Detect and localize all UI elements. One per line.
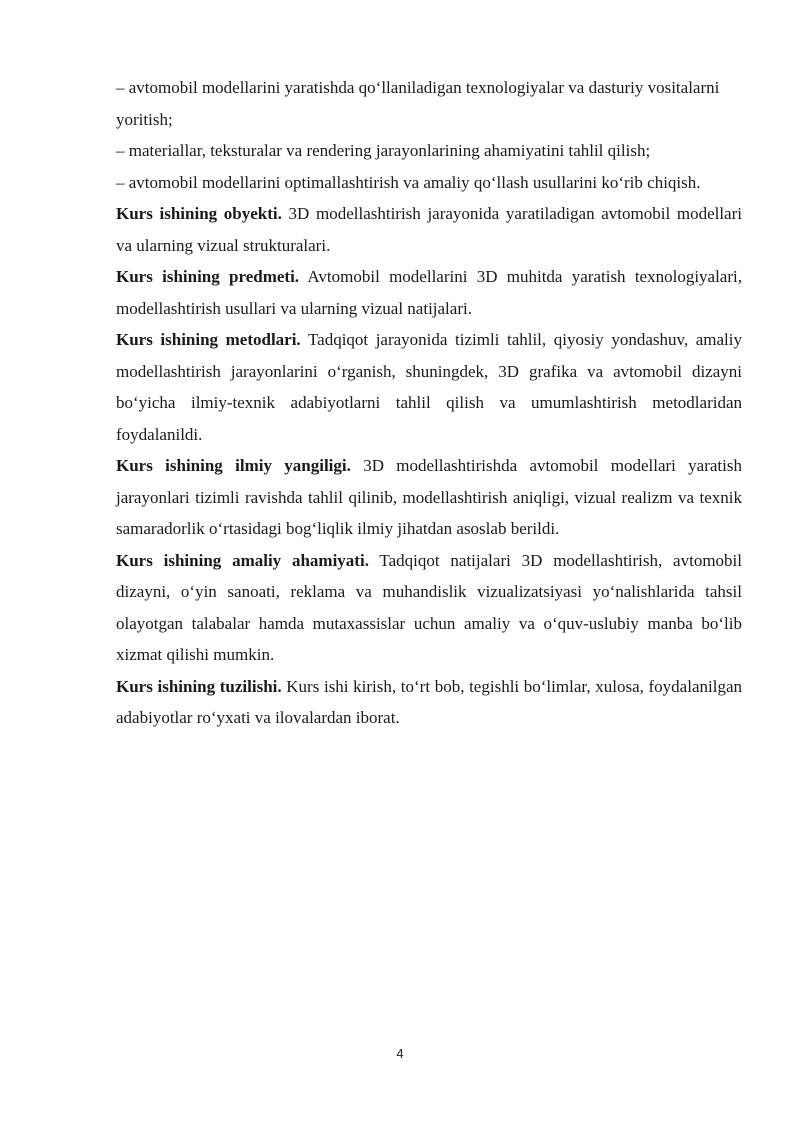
bullet-item: – avtomobil modellarini optimallashtirish va amaliy qo‘llash usullarini ko‘rib chiqish. <box>116 172 701 192</box>
document-page <box>116 72 742 734</box>
section-heading: Kurs ishining obyekti. <box>116 204 282 223</box>
section-text: Tadqiqot natijalari 3D modellashtirish, avtomobil dizayni, o‘yin sanoati, reklama va muhandislik vizualizatsiyasi yo‘nalishlarida tahsil olayotgan talabalar hamda mutaxassislar uchun amaliy va o‘quv-uslubiy manba bo‘lib xizmat qilishi mumkin. <box>116 550 742 664</box>
section-structure <box>116 671 742 734</box>
section-text: Tadqiqot jarayonida tizimli tahlil, qiyosiy yondashuv, amaliy modellashtirish jarayonlarini o‘rganish, shuningdek, 3D grafika va avtomobil dizayni bo‘yicha ilmiy-texnik adabiyotlarni tahlil qilish va umumlashtirish metodlaridan foydalanildi. <box>116 330 742 444</box>
bullet-item: – avtomobil modellarini yaratishda qo‘llaniladigan texnologiyalar va dasturiy vositalarni yoritish; <box>116 78 720 129</box>
section-novelty <box>116 450 742 545</box>
section-text: Avtomobil modellarini 3D muhitda yaratish texnologiyalari, modellashtirish usullari va ularning vizual natijalari. <box>116 267 742 318</box>
section-object <box>116 198 742 261</box>
section-text: 3D modellashtirish jarayonida yaratiladigan avtomobil modellari va ularning vizual strukturalari. <box>116 204 742 255</box>
section-practical-value <box>116 545 742 671</box>
bullet-item: – materiallar, teksturalar va rendering jarayonlarining ahamiyatini tahlil qilish; <box>116 141 651 160</box>
section-heading: Kurs ishining tuzilishi. <box>116 676 282 696</box>
section-text: 3D modellashtirishda avtomobil modellari yaratish jarayonlari tizimli ravishda tahlil qilinib, modellashtirish aniqligi, vizual realizm va texnik samaradorlik o‘rtasidagi bog‘liqlik ilmiy jihatdan asoslab berildi. <box>116 456 742 538</box>
section-heading: Kurs ishining metodlari. <box>116 330 301 349</box>
section-text: Kurs ishi kirish, to‘rt bob, tegishli bo‘limlar, xulosa, foydalanilgan adabiyotlar ro‘yxati va ilovalardan iborat. <box>116 676 742 727</box>
section-methods <box>116 324 742 450</box>
section-heading: Kurs ishining predmeti. <box>116 267 300 286</box>
section-subject <box>116 261 742 324</box>
section-heading: Kurs ishining ilmiy yangiligi. <box>116 456 351 475</box>
section-heading: Kurs ishining amaliy ahamiyati. <box>116 550 369 570</box>
page-number: 4 <box>396 1046 404 1061</box>
